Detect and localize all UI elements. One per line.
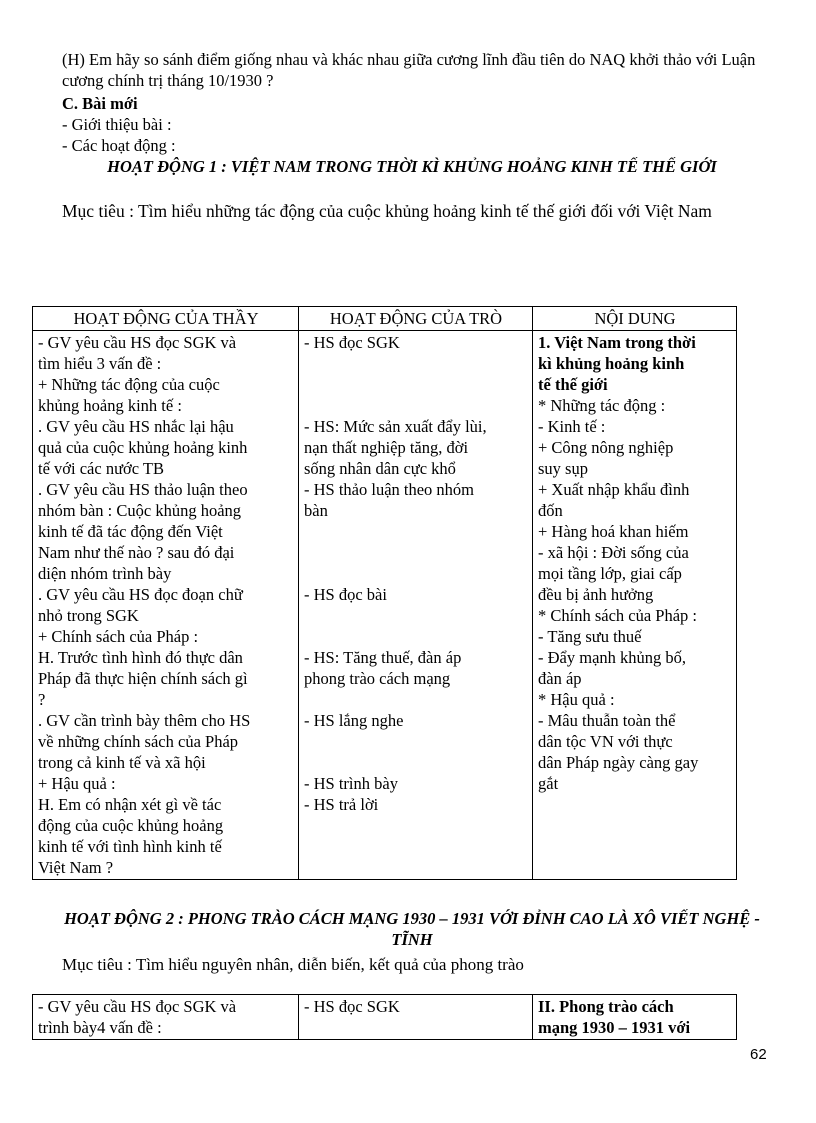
cell-line [304, 542, 528, 563]
cell-line: mọi tầng lớp, giai cấp [538, 564, 682, 583]
header-student: HOẠT ĐỘNG CỦA TRÒ [299, 307, 533, 331]
previous-lesson-question: (H) Em hãy so sánh điểm giống nhau và khác nhau giữa cương lĩnh đầu tiên do NAQ khởi thảo với Luận cương chính trị tháng 10/1930 ? [62, 50, 756, 90]
cell-line: Pháp đã thực hiện chính sách gì [38, 669, 248, 688]
cell-line: - HS trả lời [304, 795, 379, 814]
cell-line [304, 374, 528, 395]
cell-line: H. Em có nhận xét gì về tác [38, 795, 222, 814]
cell-line: Nam như thế nào ? sau đó đại [38, 543, 235, 562]
cell-line [304, 752, 528, 773]
cell-line: - HS trình bày [304, 774, 398, 793]
cell-line: kì khủng hoảng kinh [538, 354, 685, 373]
cell-line [304, 563, 528, 584]
cell-line: + Xuất nhập khẩu đình [538, 480, 690, 499]
cell-line: khủng hoảng kinh tế : [38, 396, 182, 415]
cell-line: - HS: Mức sản xuất đẩy lùi, [304, 417, 487, 436]
cell-line: . GV yêu cầu HS thảo luận theo [38, 480, 248, 499]
cell-line: nạn thất nghiệp tăng, đời [304, 438, 469, 457]
activity-2-goal: Mục tiêu : Tìm hiểu nguyên nhân, diễn biến, kết quả của phong trào [62, 955, 524, 974]
cell-line: nhóm bàn : Cuộc khủng hoảng [38, 501, 242, 520]
header-teacher: HOẠT ĐỘNG CỦA THẦY [33, 307, 299, 331]
cell-line: nhỏ trong SGK [38, 606, 139, 625]
cell-line: mạng 1930 – 1931 với [538, 1018, 691, 1037]
cell-line: + Hàng hoá khan hiếm [538, 522, 689, 541]
cell-line: - Kinh tế : [538, 417, 606, 436]
cell-line: bàn [304, 501, 328, 520]
activities-line: - Các hoạt động : [62, 136, 176, 155]
cell-line: Việt Nam ? [38, 858, 114, 877]
cell-line [304, 731, 528, 752]
cell-line: - Đẩy mạnh khủng bố, [538, 648, 687, 667]
table-row [33, 331, 737, 880]
cell-line: + Hậu quả : [38, 774, 116, 793]
student-activity-cell [299, 331, 533, 880]
cell-line: - HS lắng nghe [304, 711, 404, 730]
cell-line [304, 395, 528, 416]
cell-line: 1. Việt Nam trong thời [538, 333, 696, 352]
cell-line: tế với các nước TB [38, 459, 164, 478]
activity-1-goal: Mục tiêu : Tìm hiểu những tác động của cuộc khủng hoảng kinh tế thế giới đối với Việt Nam [62, 201, 712, 221]
student-activity-cell [299, 995, 533, 1040]
activity-2-table [32, 994, 737, 1040]
cell-line: - HS đọc SGK [304, 997, 400, 1016]
activity-1-title: HOẠT ĐỘNG 1 : VIỆT NAM TRONG THỜI KÌ KHỦNG HOẢNG KINH TẾ THẾ GIỚI [107, 157, 717, 176]
cell-line: về những chính sách của Pháp [38, 732, 239, 751]
cell-line: - xã hội : Đời sống của [538, 543, 689, 562]
cell-line [304, 815, 528, 836]
cell-line: . GV cần trình bày thêm cho HS [38, 711, 251, 730]
cell-line: + Công nông nghiệp [538, 438, 674, 457]
cell-line: dân Pháp ngày càng gay [538, 753, 699, 772]
table-row [33, 995, 737, 1040]
cell-line: tìm hiểu 3 vấn đề : [38, 354, 162, 373]
cell-line: quả của cuộc khủng hoảng kinh [38, 438, 248, 457]
cell-line: - Tăng sưu thuế [538, 627, 642, 646]
header-content: NỘI DUNG [533, 307, 737, 331]
intro-line: - Giới thiệu bài : [62, 115, 172, 134]
cell-line: - GV yêu cầu HS đọc SGK và [38, 333, 237, 352]
page-number: 62 [750, 1046, 767, 1063]
cell-line: tế thế giới [538, 375, 608, 394]
cell-line: - HS đọc SGK [304, 333, 400, 352]
cell-line: * Chính sách của Pháp : [538, 606, 698, 625]
cell-line [304, 626, 528, 647]
cell-line: gắt [538, 774, 559, 793]
cell-line: đàn áp [538, 669, 582, 688]
cell-line: + Những tác động của cuộc [38, 375, 220, 394]
cell-line [304, 689, 528, 710]
cell-line: - HS đọc bài [304, 585, 387, 604]
cell-line: H. Trước tình hình đó thực dân [38, 648, 243, 667]
cell-line: . GV yêu cầu HS nhắc lại hậu [38, 417, 234, 436]
cell-line: II. Phong trào cách [538, 997, 674, 1016]
cell-line: kinh tế đã tác động đến Việt [38, 522, 223, 541]
cell-line [304, 836, 528, 857]
cell-line: diện nhóm trình bày [38, 564, 172, 583]
cell-line [304, 521, 528, 542]
cell-line: phong trào cách mạng [304, 669, 451, 688]
cell-line: động của cuộc khủng hoảng [38, 816, 224, 835]
cell-line: * Hậu quả : [538, 690, 615, 709]
activity-1-table [32, 306, 737, 880]
cell-line: . GV yêu cầu HS đọc đoạn chữ [38, 585, 243, 604]
activity-2-title: HOẠT ĐỘNG 2 : PHONG TRÀO CÁCH MẠNG 1930 – 1931 VỚI ĐỈNH CAO LÀ XÔ VIẾT NGHỆ - TĨNH [64, 909, 760, 949]
cell-line: - Mâu thuẫn toàn thể [538, 711, 676, 730]
teacher-activity-cell [33, 995, 299, 1040]
cell-line: dân tộc VN với thực [538, 732, 673, 751]
cell-line: ? [38, 690, 46, 709]
cell-line: đốn [538, 501, 563, 520]
cell-line [304, 605, 528, 626]
table-header-row [33, 307, 737, 331]
cell-line: * Những tác động : [538, 396, 666, 415]
cell-line: trình bày4 vấn đề : [38, 1018, 162, 1037]
cell-line [304, 353, 528, 374]
cell-line: - HS: Tăng thuế, đàn áp [304, 648, 462, 667]
content-cell [533, 331, 737, 880]
cell-line: trong cả kinh tế và xã hội [38, 753, 206, 772]
cell-line [304, 857, 528, 878]
cell-line: suy sụp [538, 459, 588, 478]
section-heading: C. Bài mới [62, 94, 138, 113]
content-cell [533, 995, 737, 1040]
cell-line: sống nhân dân cực khổ [304, 459, 456, 478]
teacher-activity-cell [33, 331, 299, 880]
cell-line: đều bị ảnh hưởng [538, 585, 654, 604]
cell-line: - GV yêu cầu HS đọc SGK và [38, 997, 237, 1016]
cell-line: - HS thảo luận theo nhóm [304, 480, 475, 499]
cell-line: kinh tế với tình hình kinh tế [38, 837, 222, 856]
cell-line: + Chính sách của Pháp : [38, 627, 199, 646]
